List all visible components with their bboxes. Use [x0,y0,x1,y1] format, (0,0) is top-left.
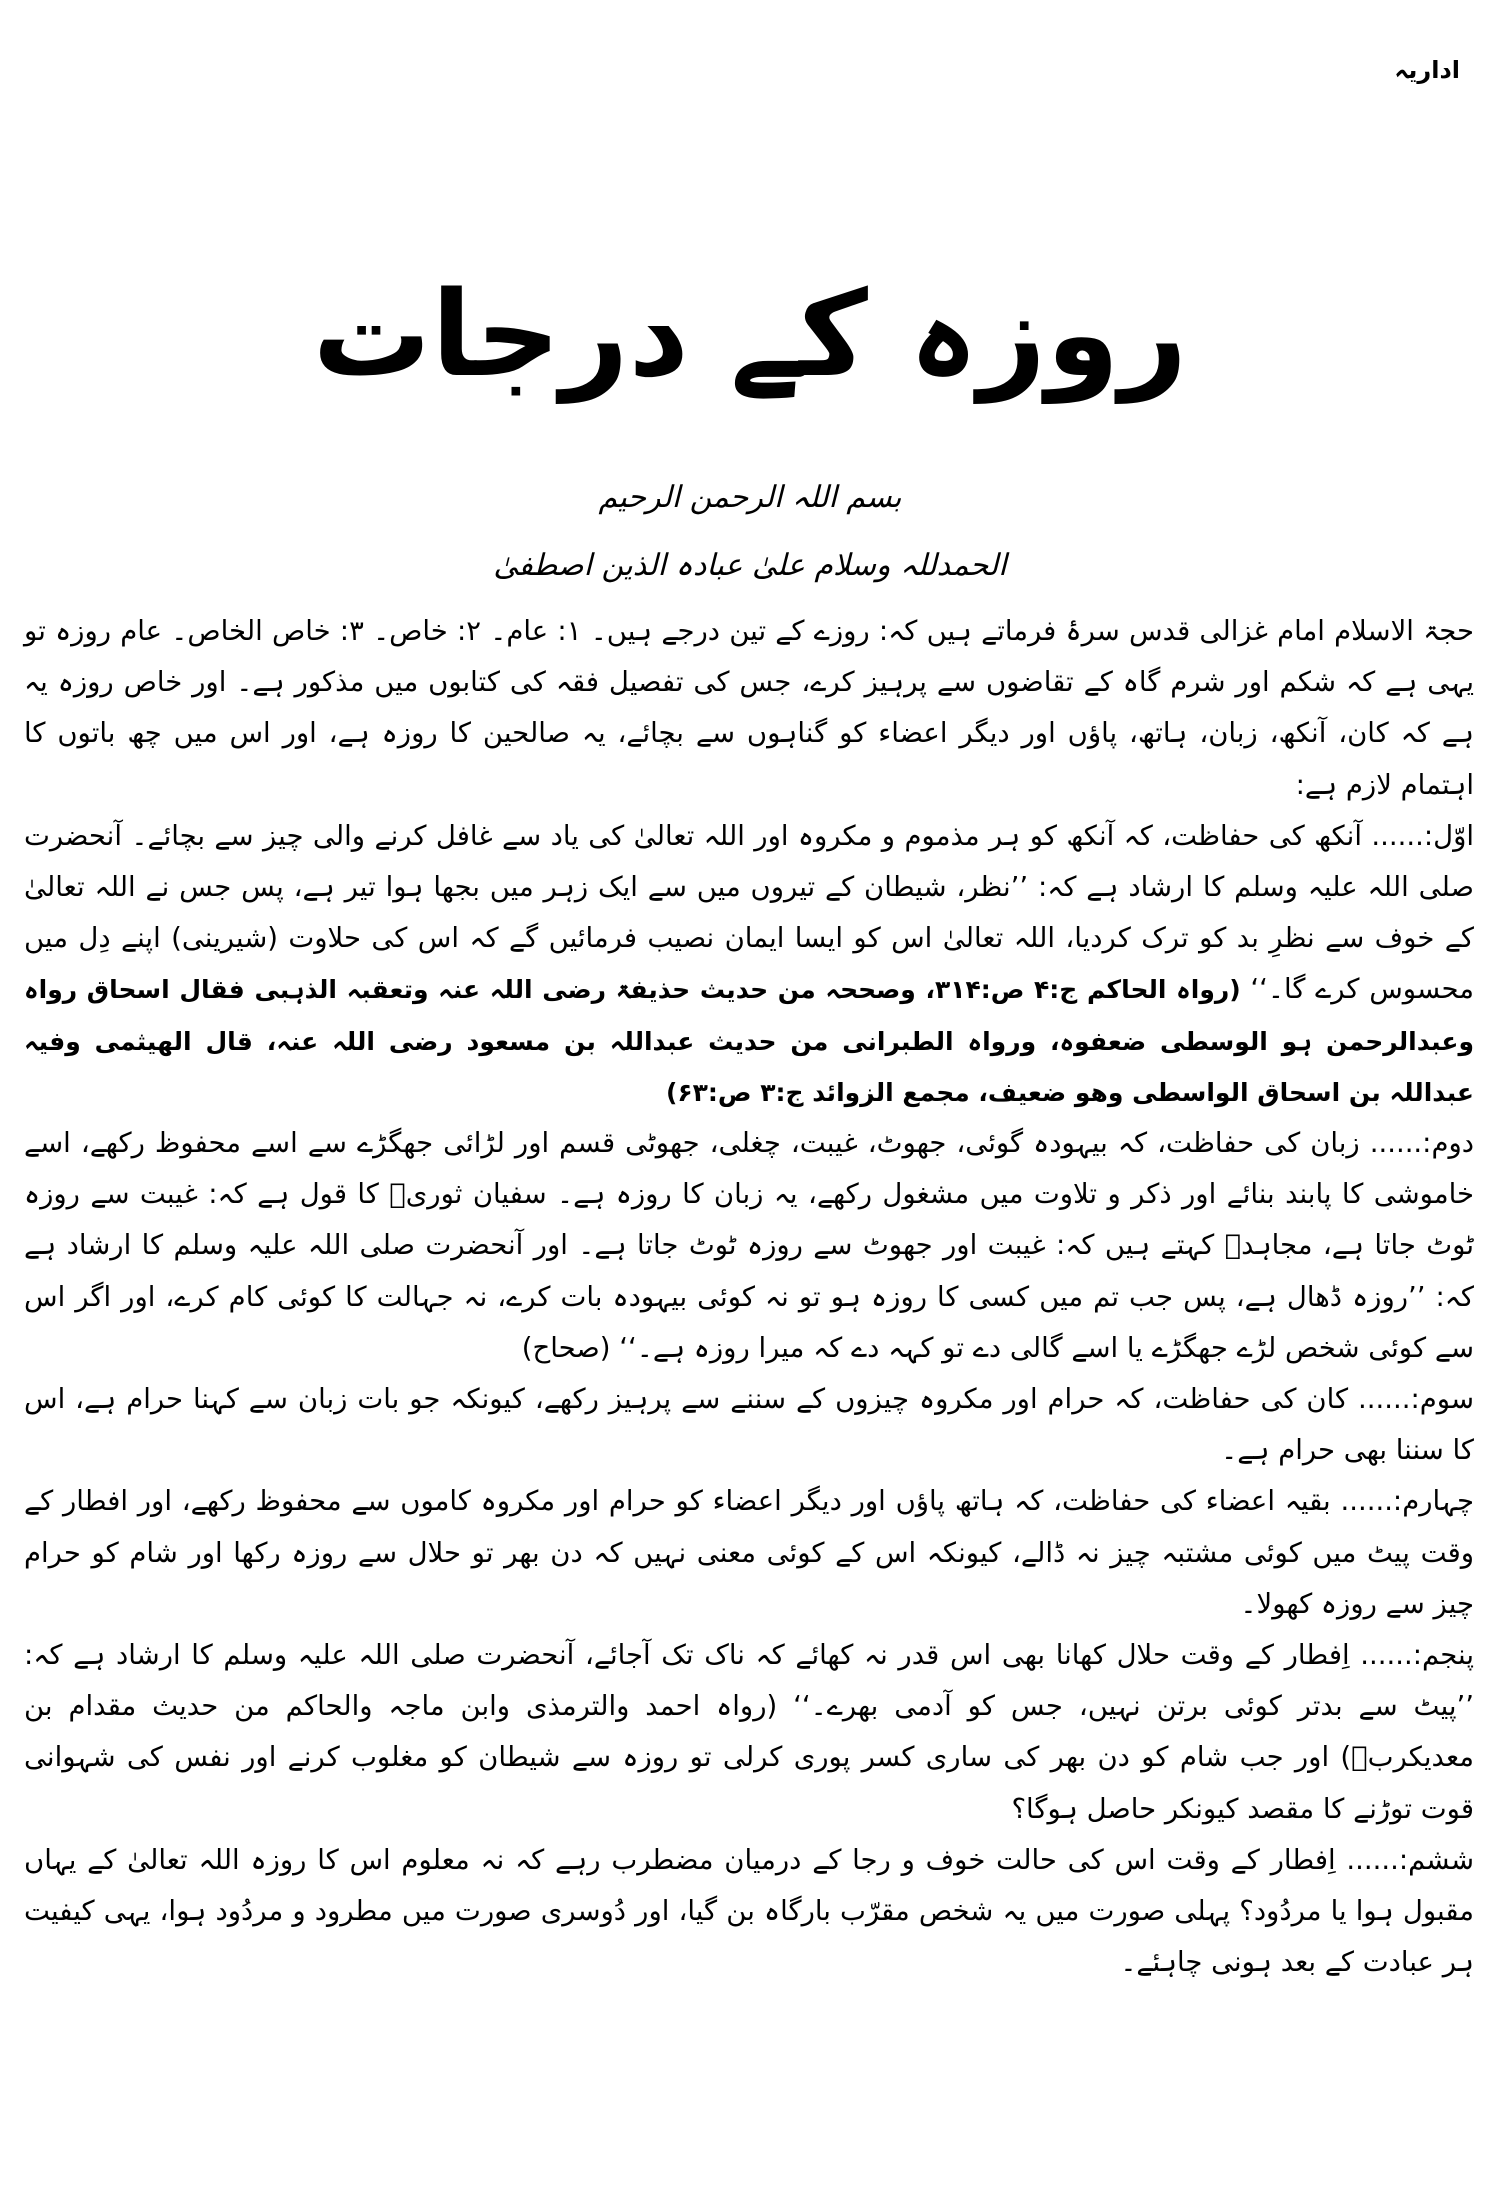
paragraph-fourth: چہارم:...... بقیہ اعضاء کی حفاظت، کہ ہاتھ پاؤں اور دیگر اعضاء کو حرام اور مکروہ کاموں سے محفوظ رکھے، اور افطار کے وقت پیٹ میں کوئی مشتبہ چیز نہ ڈالے، کیونکہ اس کے کوئی معنی نہیں کہ دن بھر تو حلال سے روزہ رکھا اور شام کو حرام چیز سے روزہ کھولا۔ [24,1485,1474,1620]
paragraph-first-text: اوّل:...... آنکھ کی حفاظت، کہ آنکھ کو ہر مذموم و مکروہ اور اللہ تعالیٰ کی یاد سے غافل کرنے والی چیز سے بچائے۔ آنحضرت صلی اللہ علیہ وسلم کا ارشاد ہے کہ: ’’نظر، شیطان کے تیروں میں سے ایک زہر میں بجھا ہوا تیر ہے، پس جس نے اللہ تعالیٰ کے خوف سے نظرِ بد کو ترک کردیا، اللہ تعالیٰ اس کو ایسا ایمان نصیب فرمائیں گے کہ اس کی حلاوت (شیرینی) اپنے دِل میں محسوس کرے گا۔‘‘ [24,819,1474,1006]
hadith-reference: (رواہ الحاکم ج:۴ ص:۳۱۴، وصححہ من حدیث حذیفۃ رضی اللہ عنہ وتعقبہ الذہبی فقال اسحاق رواہ وعبدالرحمن ہو الوسطی ضعفوہ، ورواہ الطبرانی من حدیث عبداللہ بن مسعود رضی اللہ عنہ، قال الھیثمی وفیہ عبداللہ بن اسحاق الواسطی وھو ضعیف، مجمع الزوائد ج:۳ ص:۶۳) [24,975,1474,1107]
article-body [24,606,1474,1988]
section-label: اداریہ [1394,56,1460,84]
paragraph-second: دوم:...... زبان کی حفاظت، کہ بیہودہ گوئی، جھوٹ، غیبت، چغلی، جھوٹی قسم اور لڑائی جھگڑے سے اسے محفوظ رکھے، اسے خاموشی کا پابند بنائے اور ذکر و تلاوت میں مشغول رکھے، یہ زبان کا روزہ ہے۔ سفیان ثوریؒ کا قول ہے کہ: غیبت سے روزہ ٹوٹ جاتا ہے، مجاہدؒ کہتے ہیں کہ: غیبت اور جھوٹ سے روزہ ٹوٹ جاتا ہے۔ اور آنحضرت صلی اللہ علیہ وسلم کا ارشاد ہے کہ: ’’روزہ ڈھال ہے، پس جب تم میں کسی کا روزہ ہو تو نہ کوئی بیہودہ بات کرے، نہ جہالت کا کوئی کام کرے، اور اگر اس سے کوئی شخص لڑے جھگڑے یا اسے گالی دے تو کہہ دے کہ میرا روزہ ہے۔‘‘ (صحاح) [24,1127,1474,1364]
basmala: بسم اللہ الرحمن الرحیم [598,480,902,515]
article-title: روزہ کے درجات [312,265,1188,403]
paragraph-fifth: پنجم:...... اِفطار کے وقت حلال کھانا بھی اس قدر نہ کھائے کہ ناک تک آجائے، آنحضرت صلی اللہ علیہ وسلم کا ارشاد ہے کہ: ’’پیٹ سے بدتر کوئی برتن نہیں، جس کو آدمی بھرے۔‘‘ (رواہ احمد والترمذی وابن ماجہ والحاکم من حدیث مقدام بن معدیکربؓ) اور جب شام کو دن بھر کی ساری کسر پوری کرلی تو روزہ سے شیطان کو مغلوب کرنے اور نفس کی شہوانی قوت توڑنے کا مقصد کیونکر حاصل ہوگا؟ [24,1639,1474,1825]
paragraph-sixth: ششم:...... اِفطار کے وقت اس کی حالت خوف و رجا کے درمیان مضطرب رہے کہ نہ معلوم اس کا روزہ اللہ تعالیٰ کے یہاں مقبول ہوا یا مردُود؟ پہلی صورت میں یہ شخص مقرّب بارگاہ بن گیا، اور دُوسری صورت میں مطرود و مردُود ہوا، یہی کیفیت ہر عبادت کے بعد ہونی چاہئے۔ [24,1843,1474,1979]
intro-paragraph: حجۃ الاسلام امام غزالی قدس سرۂ فرماتے ہیں کہ: روزے کے تین درجے ہیں۔ ۱: عام۔ ۲: خاص۔ ۳: خاص الخاص۔ عام روزہ تو یہی ہے کہ شکم اور شرم گاہ کے تقاضوں سے پرہیز کرے، جس کی تفصیل فقہ کی کتابوں میں مذکور ہے۔ اور خاص روزہ یہ ہے کہ کان، آنکھ، زبان، ہاتھ، پاؤں اور دیگر اعضاء کو گناہوں سے بچائے، یہ صالحین کا روزہ ہے، اور اس میں چھ باتوں کا اہتمام لازم ہے: [24,615,1474,801]
paragraph-first [24,811,1474,1118]
paragraph-third: سوم:...... کان کی حفاظت، کہ حرام اور مکروہ چیزوں کے سننے سے پرہیز رکھے، کیونکہ جو بات زبان سے کہنا حرام ہے، اس کا سننا بھی حرام ہے۔ [24,1383,1474,1467]
hamd-line: الحمدللہ وسلام علیٰ عبادہ الذین اصطفیٰ [493,548,1007,583]
